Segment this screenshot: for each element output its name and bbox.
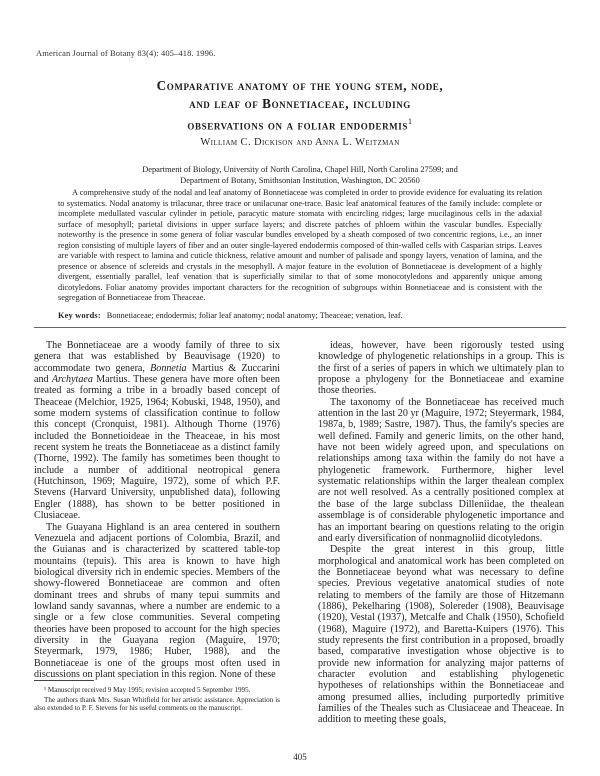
affiliation xyxy=(120,165,480,186)
page-number: 405 xyxy=(293,752,307,762)
footnote-divider xyxy=(34,680,94,681)
title-line-3-text: observations on a foliar endodermis xyxy=(187,117,408,133)
title-line-3 xyxy=(60,113,540,134)
body-text: The Bonnetiaceae are a woody family of three to six genera that was established by Beauvisage (1920) to accommodate two genera, xyxy=(34,340,280,374)
abstract: A comprehensive study of the nodal and leaf anatomy of Bonnetiaceae was completed in order to provide evidence for evaluating its relation to systematics. Nodal anatomy is trilacunar, three trace or unilacunar one-trace. Basic leaf anatomical features of the family include: complete or incomplete medullated vascular cylinder in petiole, paracytic mature stomata with encircling ridges; large mucilaginous cells in the adaxial surface of mesophyll; parietal divisions in upper surface layers; and discrete patches of phloem within the vascular bundles. Especially noteworthy is the presence in some genera of foliar vascular bundles enveloped by a sheath composed of two concentric regions, i.e., an inner region consisting of multiple layers of fiber and an outer single-layered endodermis composed of thin-walled cells with Casparian strips. Leaves are variable with respect to lamina and cuticle thickness, relative amount and number of palisade and spongy layers, venation of lamina, and the presence or absence of sclereids and crystals in the mesophyll. A major feature in the evolution of Bonnetiaceae is development of a highly divergent, essentially parallel, leaf venation that is superficially similar to that of some monocotyledons and apparently unique among dicotyledons. Foliar anatomy provides important characters for the recognition of subgroups within Bonnetiaceae and is consistent with the segregation of Bonnetiaceae from Theaceae. xyxy=(58,188,542,303)
article-title xyxy=(60,77,540,134)
affiliation-line-1: Department of Biology, University of North Carolina, Chapel Hill, North Carolina 27599; and xyxy=(142,165,458,174)
keywords-text: Bonnetiaceae; endodermis; foliar leaf anatomy; nodal anatomy; Theaceae; venation, leaf. xyxy=(106,311,403,320)
body-paragraph: ideas, however, have been rigorously tested using knowledge of phylogenetic relationships in a group. This is the first of a series of papers in which we ultimately plan to propose a phylogeny for the Bonnetiaceae and examine those theories. xyxy=(318,340,564,397)
footnotes xyxy=(34,686,280,714)
footnote-received: ¹ Manuscript received 9 May 1995; revision accepted 5 September 1995. xyxy=(44,686,251,694)
title-footnote-mark: 1 xyxy=(407,117,413,126)
body-text: Martius & Zuccarini and xyxy=(34,362,280,386)
body-column-right xyxy=(318,340,564,726)
title-line-2: and leaf of Bonnetiaceae, including xyxy=(189,96,411,111)
body-column-left xyxy=(34,340,280,680)
keywords xyxy=(58,311,542,322)
title-line-1: Comparative anatomy of the young stem, node, xyxy=(156,78,444,93)
footnote-acknowledgments: The authors thank Mrs. Susan Whitfield for her artistic assistance. Appreciation is also extended to P. F. Stevens for his useful comments on the manuscript. xyxy=(34,695,280,713)
body-paragraph xyxy=(34,340,280,522)
body-paragraph: Despite the great interest in this group, little morphological and anatomical work has been completed on the Bonnetiaceae beyond what was necessary to define species. Previous vegetative anatomical studies of note relating to members of the family are those of Hitzemann (1886), Pekelharing (1908), Solereder (1908), Beauvisage (1920), Vestal (1937), Metcalfe and Chalk (1950), Schofield (1968), Maguire (1972), and Baretta-Kuipers (1976). This study represents the first contribution in a proposed, broadly based, comparative investigation whose objective is to provide new information for analyzing major patterns of character evolution and establishing phylogenetic hypotheses of relationships within the Bonnetiaceae and among presumed allies, including purportedly primitive families of the Theales such as Clusiaceae and Theaceae. In addition to meeting these goals, xyxy=(318,544,564,726)
genus-name: Bonnetia xyxy=(150,362,187,374)
body-paragraph: The taxonomy of the Bonnetiaceae has received much attention in the last 20 yr (Maguire, 1972; Steyermark, 1984, 1987a, b, 1989; Sastre, 1987). Thus, the family's species are well defined. Family and generic limits, on the other hand, have not been widely agreed upon, and speculations on relationships among taxa within the family do not have a phylogenetic framework. Furthermore, higher level systematic relationships within the larger thealean complex are not well resolved. As a centrally positioned complex at the base of the large subclass Dilleniidae, the thealean assemblage is of considerable phylogenetic importance and has an important bearing on questions relating to the origin and early diversification of nonmagnoliid dicotyledons. xyxy=(318,396,564,544)
affiliation-line-2: Department of Botany, Smithsonian Institution, Washington, DC 20560 xyxy=(180,175,420,185)
authors: William C. Dickison and Anna L. Weitzman xyxy=(200,137,400,148)
section-divider xyxy=(34,327,566,328)
journal-citation: American Journal of Botany 83(4): 405–418. 1996. xyxy=(36,48,216,58)
body-text: Martius. These genera have more often been treated as forming a tribe in a broadly based concept of Theaceae (Melchior, 1925, 1964; Kobuski, 1948, 1950), and some modern systems of classification continue to follow this concept (Cronquist, 1981). Although Thorne (1976) included the Bonnetioideae in the Theaceae, in his most recent system he treats the Bonnetiaceae as a distinct family (Thorne, 1992). The family has sometimes been thought to include a number of additional neotropical genera (Hutchinson, 1969; Maguire, 1972), some of which P.F. Stevens (Harvard University, unpublished data), following Engler (1888), has shown to be better positioned in Clusiaceae. xyxy=(34,374,280,522)
body-paragraph: The Guayana Highland is an area centered in southern Venezuela and adjacent portions of Colombia, Brazil, and the Guianas and is characterized by scattered table-top mountains (tepuis). This area is known to have high biological diversity rich in endemic species. Members of the showy-flowered Bonnetiaceae are common and often dominant trees and shrubs of many tepui summits and lowland sandy savannas, where a number are endemic to a single or a few close communities. Several competing theories have been proposed to account for the high species diversity in the Guayana region (Maguire, 1970; Steyermark, 1979, 1986; Huber, 1988), and the Bonnetiaceae is one of the groups most often used in discussions on plant speciation in this region. None of these xyxy=(34,521,280,680)
keywords-label: Key words: xyxy=(58,311,101,320)
genus-name: Archytaea xyxy=(51,374,93,386)
